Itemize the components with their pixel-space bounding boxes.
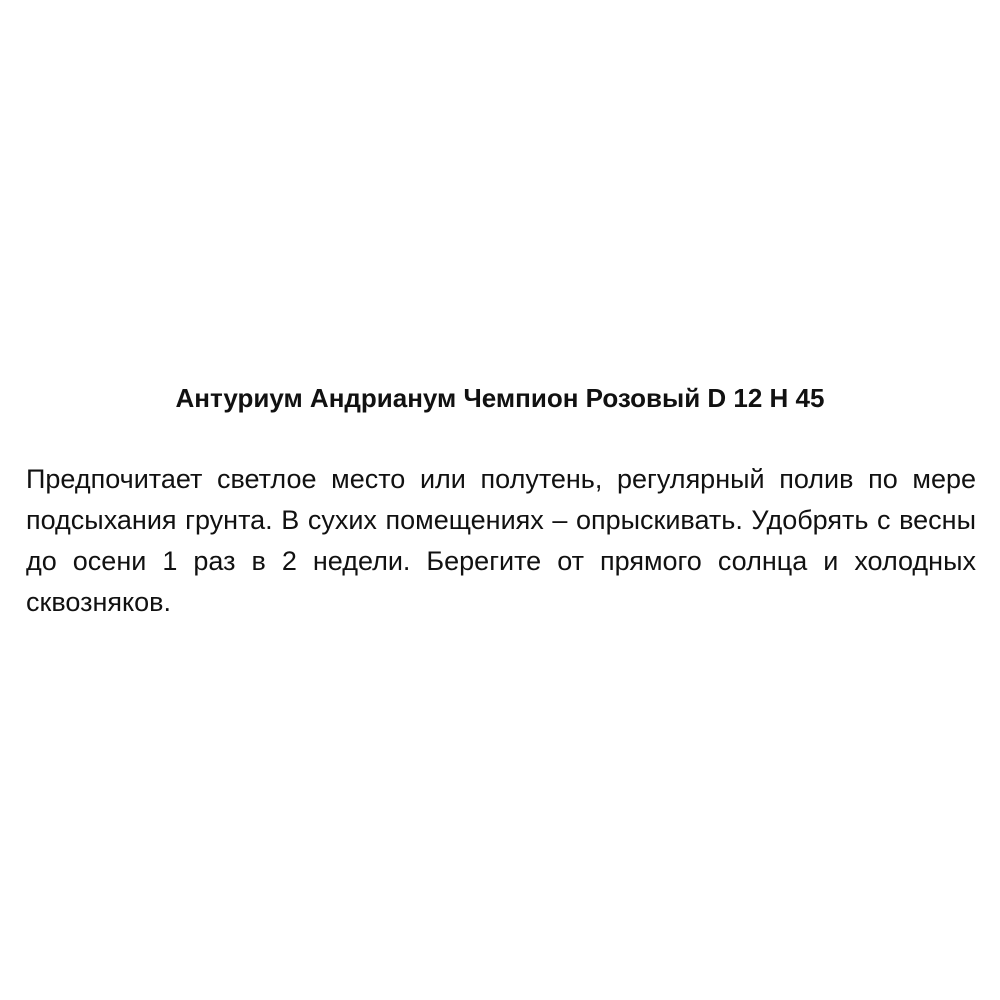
- care-instructions-text: Предпочитает светлое место или полутень, регулярный полив по мере подсыхания грунта. В сухих помещениях – опрыскивать. Удобрять с весны до осени 1 раз в 2 недели. Берегите от прямого солнца и холодных сквозняков.: [26, 464, 976, 617]
- product-title: Антуриум Андрианум Чемпион Розовый D 12 H 45: [175, 383, 825, 413]
